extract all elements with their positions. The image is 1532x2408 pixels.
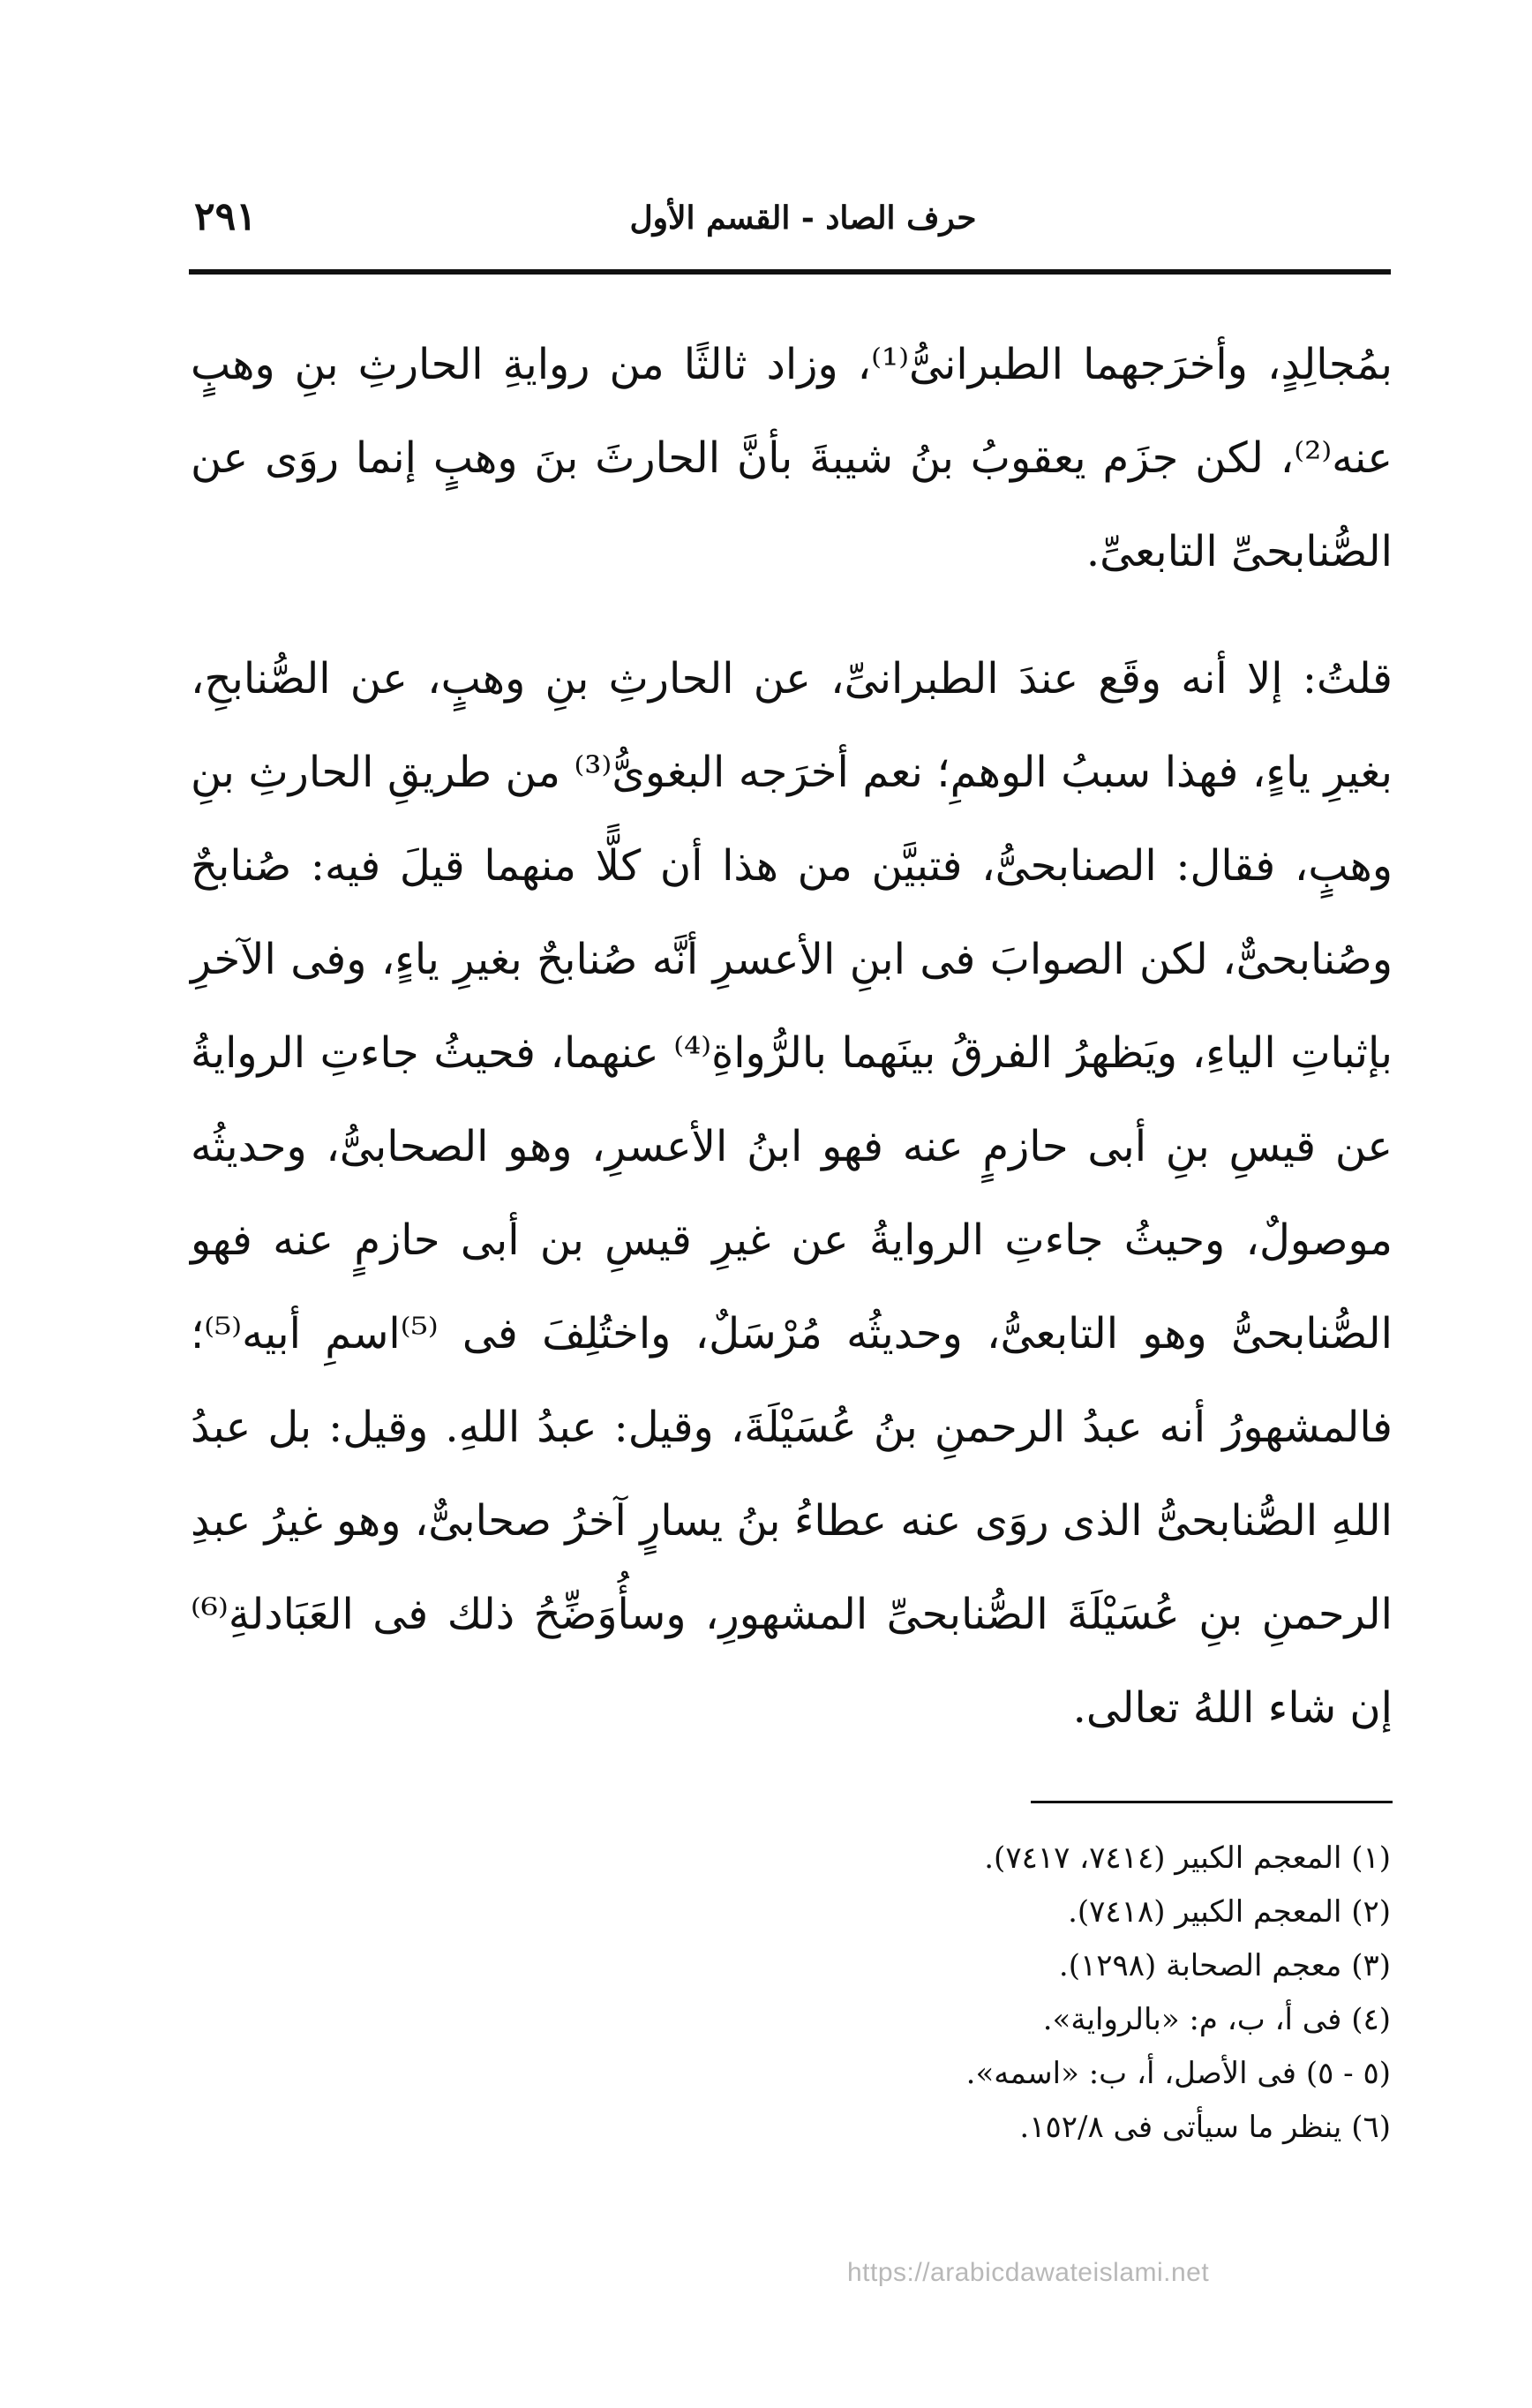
paragraph-2: قلتُ: إلا أنه وقَع عندَ الطبرانىِّ، عن الحارثِ بنِ وهبٍ، عن الصُّنابحِ، بغيرِ ياءٍ، فهذا سببُ الوهمِ؛ نعم أخرَجه البغوىُّ⁽³⁾ من طريقِ الحارثِ بنِ وهبٍ، فقال: الصنابحىُّ، فتبيَّن من هذا أن كلًّا منهما قيلَ فيه: صُنابحٌ وصُنابحىٌّ، لكن الصوابَ فى ابنِ الأعسرِ أنَّه صُنابحٌ بغيرِ ياءٍ، وفى الآخرِ بإثباتِ الياءِ، ويَظهرُ الفرقُ بينَهما بالرُّواةِ⁽⁴⁾ عنهما، فحيثُ جاءتِ الروايةُ عن قيسِ بنِ أبى حازمٍ عنه فهو ابنُ الأعسرِ، وهو الصحابىُّ، وحديثُه موصولٌ، وحيثُ جاءتِ الروايةُ عن غيرِ قيسِ بن أبى حازمٍ عنه فهو الصُّنابحىُّ وهو التابعىُّ، وحديثُه مُرْسَلٌ، واختُلِفَ فى ⁽⁵⁾اسمِ أبيه⁽⁵⁾؛ فالمشهورُ أنه عبدُ الرحمنِ بنُ عُسَيْلَةَ، وقيل: عبدُ اللهِ. وقيل: بل عبدُ اللهِ الصُّنابحىُّ الذى روَى عنه عطاءُ بنُ يسارٍ آخرُ صحابىٌّ، وهو غيرُ عبدِ الرحمنِ بنِ عُسَيْلَةَ الصُّنابحىِّ المشهورِ، وسأُوَضِّحُ ذلك فى العَبَادلةِ⁽⁶⁾ إن شاء اللهُ تعالى. <box>191 654 1393 1733</box>
footnote-6: (٦) ينظر ما سيأتى فى ١٥٢/٨. <box>1019 2110 1391 2145</box>
running-title: حرف الصاد - القسم الأول <box>629 199 977 237</box>
page-header <box>185 194 1391 247</box>
main-text <box>191 318 1393 1755</box>
footnote-4: (٤) فى أ، ب، م: «بالرواية». <box>1042 2002 1391 2037</box>
footnote-3: (٣) معجم الصحابة (١٢٩٨). <box>1058 1948 1391 1983</box>
footnote-2: (٢) المعجم الكبير (٧٤١٨). <box>1068 1894 1391 1930</box>
footnote-1: (١) المعجم الكبير (٧٤١٤، ٧٤١٧). <box>984 1840 1391 1876</box>
watermark-url: https://arabicdawateislami.net <box>847 2258 1210 2287</box>
page-number: ٢٩١ <box>194 194 257 239</box>
paragraph-1: بمُجالِدٍ، وأخرَجهما الطبرانىُّ⁽¹⁾، وزاد ثالثًا من روايةِ الحارثِ بنِ وهبٍ عنه⁽²⁾، لكن جزَم يعقوبُ بنُ شيبةَ بأنَّ الحارثَ بنَ وهبٍ إنما روَى عن الصُّنابحىِّ التابعىِّ. <box>191 340 1393 576</box>
footnote-divider <box>1031 1801 1393 1803</box>
footnote-5: (٥ - ٥) فى الأصل، أ، ب: «اسمه». <box>965 2056 1391 2091</box>
footnotes <box>618 1832 1391 2155</box>
header-divider <box>189 269 1391 275</box>
